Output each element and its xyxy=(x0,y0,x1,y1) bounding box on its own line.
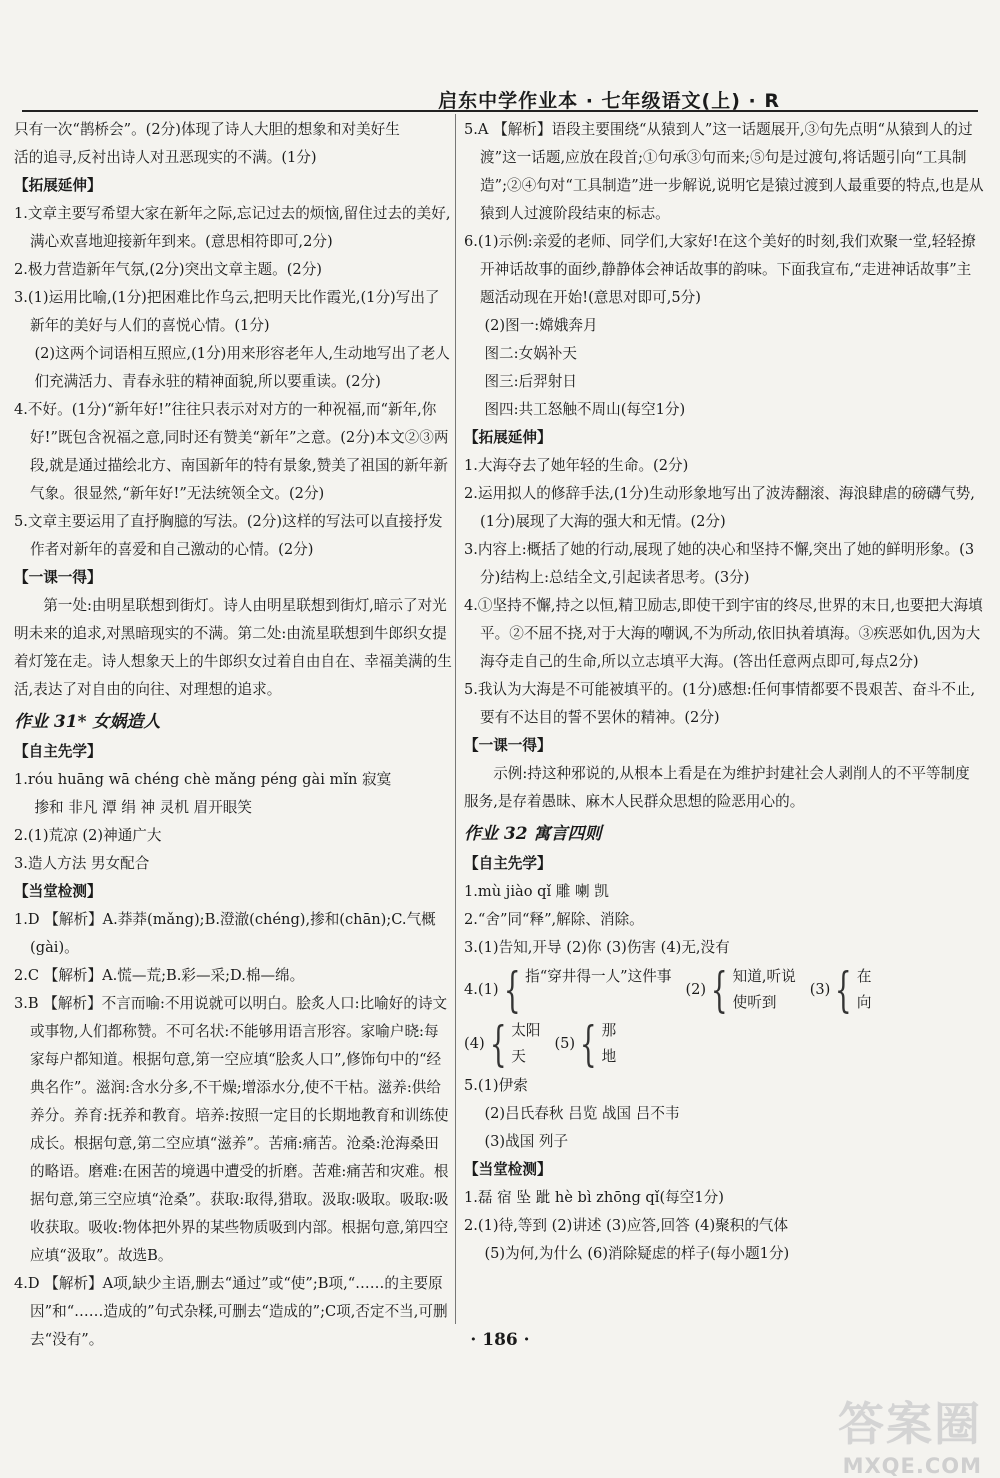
brace-options xyxy=(857,964,872,1016)
answer-line: 1.大海夺去了她年轻的生命。(2分) xyxy=(464,457,689,474)
right-top-block xyxy=(464,116,984,962)
answer-line: 2.极力营造新年气氛,(2分)突出文章主题。(2分) xyxy=(14,261,323,278)
brace-group xyxy=(554,1018,616,1070)
brace-option: 地 xyxy=(601,1048,617,1065)
brace-option: 天 xyxy=(511,1048,526,1065)
answer-line: (2)吕氏春秋 吕览 战国 吕不韦 xyxy=(484,1105,680,1122)
brace-number: (2) xyxy=(685,981,707,998)
left-column xyxy=(14,116,452,1354)
answer-line: 4.D 【解析】A项,缺少主语,删去“通过”或“使”;B项,“……的主要原因”和“……造成的”句式杂糅,可删去“造成的”;C项,否定不当,可删去“没有”。 xyxy=(14,1275,448,1348)
gloss-brace-block xyxy=(464,964,984,1070)
watermark-logo xyxy=(838,1388,982,1478)
answer-line: 5.我认为大海是不可能被填平的。(1分)感想:任何事情都要不畏艰苦、奋斗不止,要有不达目的誓不罢休的精神。(2分) xyxy=(464,681,976,726)
brace-group xyxy=(464,1018,540,1070)
brace-option: 知道,听说 xyxy=(732,968,796,985)
brace-row xyxy=(464,1018,984,1070)
brace-row xyxy=(464,964,984,1016)
answer-line: 2.C 【解析】A.慌—荒;B.彩—采;D.棉—绵。 xyxy=(14,967,305,984)
right-column xyxy=(464,116,984,1268)
section-heading: 【拓展延伸】 xyxy=(14,177,102,194)
brace-number: (3) xyxy=(809,981,831,998)
brace-option: 指“穿井得一人”这件事 xyxy=(525,968,672,985)
answer-line: 5.文章主要运用了直抒胸臆的写法。(2分)这样的写法可以直接抒发作者对新年的喜爱和自己激动的心情。(2分) xyxy=(14,513,443,558)
answer-line: 2.(1)荒凉 (2)神通广大 xyxy=(14,827,162,844)
header-rule xyxy=(22,110,978,112)
answer-line: 4.①坚持不懈,持之以恒,精卫励志,即使干到宇宙的终尽,世界的末日,也要把大海填平。②不屈不挠,对于大海的嘲讽,不为所动,依旧执着填海。③疾恶如仇,因为大海夺走自己的生命,所以立志填平大海。(答出任意两点即可,每点2分) xyxy=(464,597,983,670)
answer-line: 5.(1)伊索 xyxy=(464,1077,528,1094)
answer-line: 6.(1)示例:亲爱的老师、同学们,大家好!在这个美好的时刻,我们欢聚一堂,轻轻撩开神话故事的面纱,静静体会神话故事的韵味。下面我宣布,“走进神话故事”主题活动现在开始!(意思对即可,5分) xyxy=(464,233,976,306)
book-title: 启东中学作业本 · 七年级语文(上) · R xyxy=(438,90,780,112)
answer-line: 1.mù jiào qǐ 雕 喇 凯 xyxy=(464,883,609,900)
brace-options xyxy=(733,964,796,1016)
answer-line: 3.内容上:概括了她的行动,展现了她的决心和坚持不懈,突出了她的鲜明形象。(3分)结构上:总结全文,引起读者思考。(3分) xyxy=(464,541,975,586)
answer-line: 只有一次“鹊桥会”。(2分)体现了诗人大胆的想象和对美好生 xyxy=(14,121,400,138)
brace-option: 在 xyxy=(856,968,872,985)
answer-line: (2)这两个词语相互照应,(1分)用来形容老年人,生动地写出了老人们充满活力、青春永驻的精神面貌,所以要重读。(2分) xyxy=(34,345,450,390)
answer-line: 活的追寻,反衬出诗人对丑恶现实的不满。(1分) xyxy=(14,149,317,166)
brace-icon: { xyxy=(835,962,853,1018)
column-divider xyxy=(455,114,456,1324)
brace-icon: { xyxy=(710,962,728,1018)
answer-line: 2.(1)待,等到 (2)讲述 (3)应答,回答 (4)聚积的气体 xyxy=(464,1217,789,1234)
brace-group xyxy=(810,964,872,1016)
section-heading: 【自主先学】 xyxy=(464,855,552,872)
answer-line: (3)战国 列子 xyxy=(484,1133,569,1150)
answer-line: 2.“舍”同“释”,解除、消除。 xyxy=(464,911,644,928)
answer-line: 3.B 【解析】不言而喻:不用说就可以明白。脍炙人口:比喻好的诗文或事物,人们都称赞。不可名状:不能够用语言形容。家喻户晓:每家每户都知道。根据句意,第一空应填“脍炙人口”,修饰句中的“经典名作”。滋润:含水分多,不干燥;增添水分,使不干枯。滋养:供给养分。养育:抚养和教育。培养:按照一定目的长期地教育和训练使成长。根据句意,第二空应填“滋养”。苦痛:痛苦。沧桑:沧海桑田的略语。磨难:在困苦的境遇中遭受的折磨。苦难:痛苦和灾难。根据句意,第三空应填“沧桑”。获取:取得,猎取。汲取:吸取。吸取:吸收获取。吸收:物体把外界的某些物质吸到内部。根据句意,第四空应填“汲取”。故选B。 xyxy=(14,995,449,1264)
answer-line: 1.róu huāng wā chéng chè mǎng péng gài mǐn 寂寞 xyxy=(14,771,392,788)
answer-line: 3.(1)告知,开导 (2)你 (3)伤害 (4)无,没有 xyxy=(464,939,730,956)
page-number: · 186 · xyxy=(470,1330,530,1350)
answer-line: 1.D 【解析】A.莽莽(mǎng);B.澄澈(chéng),掺和(chān);C.气概(gài)。 xyxy=(14,911,436,956)
answer-line: 掺和 非凡 潭 绢 神 灵机 眉开眼笑 xyxy=(34,799,252,816)
answer-line: 1.磊 宿 坠 跐 hè bì zhōng qǐ(每空1分) xyxy=(464,1189,724,1206)
brace-number: (5) xyxy=(554,1035,576,1052)
answer-line: 图二:女娲补天 xyxy=(484,345,577,362)
answer-line: 1.文章主要写希望大家在新年之际,忘记过去的烦恼,留住过去的美好,满心欢喜地迎接新年到来。(意思相符即可,2分) xyxy=(14,205,451,250)
answer-line: 5.A 【解析】语段主要围绕“从猿到人”这一话题展开,③句先点明“从猿到人的过渡”这一话题,应放在段首;①句承③句而来;⑤句是过渡句,将话题引向“工具制造”;②④句对“工具制造”进一步解说,说明它是猿过渡到人最重要的特点,也是从猿到人过渡阶段结束的标志。 xyxy=(464,121,984,222)
brace-number: 4.(1) xyxy=(464,981,499,998)
brace-option: 向 xyxy=(856,994,872,1011)
brace-group xyxy=(685,964,795,1016)
brace-icon: { xyxy=(489,1016,507,1072)
section-heading: 【一课一得】 xyxy=(464,737,552,754)
brace-icon: { xyxy=(579,1016,597,1072)
answer-line: 示例:持这种邪说的,从根本上看是在为维护封建社会人剥削人的不平等制度服务,是存着愚昧、麻木人民群众思想的险恶用心的。 xyxy=(464,765,970,810)
brace-options xyxy=(511,1018,540,1070)
brace-option: 太阳 xyxy=(511,1022,541,1039)
answer-line: (5)为何,为什么 (6)消除疑虑的样子(每小题1分) xyxy=(484,1245,790,1262)
brace-number: (4) xyxy=(464,1035,485,1052)
answer-line: (2)图一:嫦娥奔月 xyxy=(484,317,598,334)
section-heading: 【自主先学】 xyxy=(14,743,102,760)
assignment-heading: 作业 31* 女娲造人 xyxy=(14,712,161,732)
section-heading: 【一课一得】 xyxy=(14,569,102,586)
answer-line: 图三:后羿射日 xyxy=(484,373,577,390)
right-bottom-block xyxy=(464,1072,984,1268)
brace-group xyxy=(464,964,671,1016)
page-header xyxy=(0,0,1000,112)
watermark-url: MXQE.COM xyxy=(842,1454,982,1478)
answer-line: 图四:共工怒触不周山(每空1分) xyxy=(484,401,686,418)
answer-line: 4.不好。(1分)“新年好!”往往只表示对对方的一种祝福,而“新年,你好!”既包含祝福之意,同时还有赞美“新年”之意。(2分)本文②③两段,就是通过描绘北方、南国新年的特有景象,赞美了祖国的新年新气象。很显然,“新年好!”无法统领全文。(2分) xyxy=(14,401,449,502)
assignment-heading: 作业 32 寓言四则 xyxy=(464,824,602,844)
answer-line: 3.造人方法 男女配合 xyxy=(14,855,150,872)
brace-option: 那 xyxy=(601,1022,617,1039)
answer-line: 2.运用拟人的修辞手法,(1分)生动形象地写出了波涛翻滚、海浪肆虐的磅礴气势,(1分)展现了大海的强大和无情。(2分) xyxy=(464,485,975,530)
section-heading: 【当堂检测】 xyxy=(14,883,102,900)
watermark-text: 答案圈 xyxy=(838,1397,982,1451)
answer-line: 第一处:由明星联想到街灯。诗人由明星联想到街灯,暗示了对光明未来的追求,对黑暗现实的不满。第二处:由流星联想到牛郎织女提着灯笼在走。诗人想象天上的牛郎织女过着自由自在、幸福美满的生活,表达了对自由的向往、对理想的追求。 xyxy=(14,597,452,698)
brace-options xyxy=(602,1018,617,1070)
brace-icon: { xyxy=(503,962,521,1018)
brace-option: 使听到 xyxy=(732,994,777,1011)
answer-line: 3.(1)运用比喻,(1分)把困难比作乌云,把明天比作霞光,(1分)写出了新年的美好与人们的喜悦心情。(1分) xyxy=(14,289,440,334)
brace-option xyxy=(525,990,671,1016)
brace-options xyxy=(525,964,671,1016)
section-heading: 【拓展延伸】 xyxy=(464,429,552,446)
section-heading: 【当堂检测】 xyxy=(464,1161,552,1178)
